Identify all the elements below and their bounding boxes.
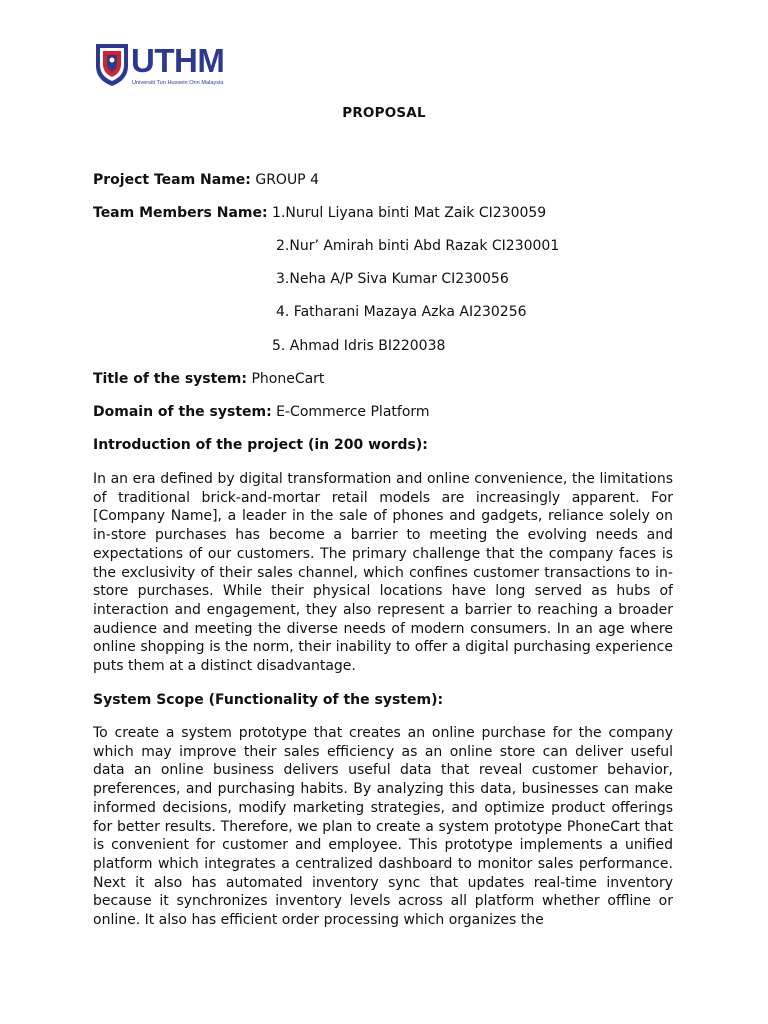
university-crest-icon [94, 42, 254, 88]
document-title: PROPOSAL [342, 105, 426, 121]
team-member-item: 1.Nurul Liyana binti Mat Zaik CI230059 [272, 205, 547, 221]
system-title-value: PhoneCart [251, 371, 325, 387]
scope-heading: System Scope (Functionality of the system): [93, 692, 444, 708]
introduction-heading: Introduction of the project (in 200 words): [93, 437, 428, 453]
team-members-line [93, 204, 546, 222]
system-domain-line [93, 403, 430, 421]
svg-text:Universiti Tun Hussein Onn Mal: Universiti Tun Hussein Onn Malaysia [132, 80, 224, 86]
introduction-paragraph: In an era defined by digital transformation and online convenience, the limitations of traditional brick-and-mortar retail models are increasingly apparent. For [Company Name], a leader in the sale of phones and gadgets, reliance solely on in-store purchases has become a barrier to meeting the evolving needs and expectations of our customers. The primary challenge that the company faces is the exclusivity of their sales channel, which confines customer transactions to in-store purchases. While their physical locations have long served as hubs of interaction and engagement, they also represent a barrier to reaching a broader audience and meeting the diverse needs of modern consumers. In an age where online shopping is the norm, their inability to offer a digital purchasing experience puts them at a distinct disadvantage. [93, 471, 673, 675]
team-member-item: 4. Fatharani Mazaya Azka AI230256 [276, 304, 527, 320]
scope-paragraph: To create a system prototype that creates an online purchase for the company which may improve their sales efficiency as an online store can deliver useful data an online business delivers useful data that reveal customer behavior, preferences, and purchasing habits. By analyzing this data, businesses can make informed decisions, modify marketing strategies, and optimize product offerings for better results. Therefore, we plan to create a system prototype PhoneCart that is convenient for customer and employee. This prototype implements a unified platform which integrates a centralized dashboard to monitor sales performance. Next it also has automated inventory sync that updates real-time inventory because it synchronizes inventory levels across all platform whether offline or online. It also has efficient order processing which organizes the [93, 725, 673, 929]
team-member-item: 2.Nur’ Amirah binti Abd Razak CI230001 [276, 238, 560, 254]
team-name-line [93, 171, 319, 189]
system-domain-label: Domain of the system: [93, 404, 272, 420]
team-member-item: 3.Neha A/P Siva Kumar CI230056 [276, 271, 509, 287]
team-members-label: Team Members Name: [93, 205, 268, 221]
system-domain-value: E-Commerce Platform [276, 404, 430, 420]
team-name-value: GROUP 4 [255, 172, 319, 188]
system-title-label: Title of the system: [93, 371, 247, 387]
svg-text:UTHM: UTHM [131, 42, 225, 79]
system-title-line [93, 370, 324, 388]
team-name-label: Project Team Name: [93, 172, 251, 188]
team-member-item: 5. Ahmad Idris BI220038 [272, 338, 446, 354]
uthm-logo [94, 42, 254, 88]
